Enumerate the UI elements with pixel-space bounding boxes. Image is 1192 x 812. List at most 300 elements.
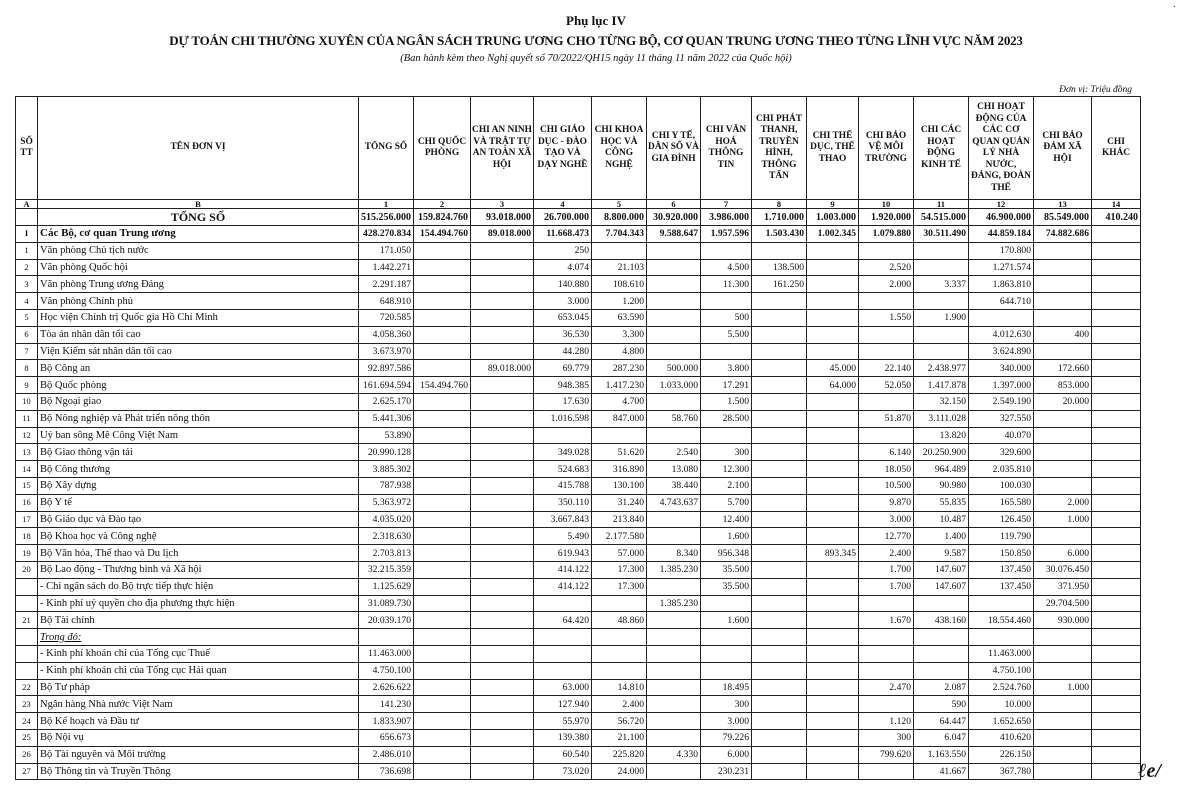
value-cell: 367.780 (969, 763, 1034, 780)
value-cell (414, 242, 471, 259)
value-cell (752, 242, 807, 259)
value-cell (647, 276, 701, 293)
value-cell (471, 326, 534, 343)
value-cell (1034, 645, 1092, 662)
value-cell: 46.900.000 (969, 209, 1034, 226)
table-row (16, 293, 1141, 310)
value-cell: 4.750.100 (969, 662, 1034, 679)
value-cell (1092, 578, 1141, 595)
value-cell (752, 293, 807, 310)
value-cell (471, 477, 534, 494)
value-cell (701, 662, 752, 679)
value-cell (914, 595, 969, 612)
value-cell: 4.074 (534, 259, 592, 276)
unit-name: Ngân hàng Nhà nước Việt Nam (38, 696, 359, 713)
value-cell: 1.833.907 (359, 713, 414, 730)
value-cell: 3.885.302 (359, 461, 414, 478)
value-cell: 18.495 (701, 679, 752, 696)
value-cell: 85.549.000 (1034, 209, 1092, 226)
value-cell: 8.800.000 (592, 209, 647, 226)
value-cell: 31.240 (592, 494, 647, 511)
value-cell: 2.703.813 (359, 545, 414, 562)
value-cell (859, 326, 914, 343)
table-row (16, 360, 1141, 377)
value-cell (414, 679, 471, 696)
value-cell: 2.520 (859, 259, 914, 276)
value-cell (471, 696, 534, 713)
signature-mark: ℓe/ (1138, 760, 1161, 782)
unit-name: Uỷ ban sông Mê Công Việt Nam (38, 427, 359, 444)
value-cell (471, 444, 534, 461)
value-cell: 3.000 (534, 293, 592, 310)
value-cell (1092, 629, 1141, 646)
unit-name: Bộ Tài nguyên và Môi trường (38, 746, 359, 763)
value-cell: 93.018.000 (471, 209, 534, 226)
value-cell (1034, 461, 1092, 478)
value-cell (592, 645, 647, 662)
value-cell (414, 696, 471, 713)
value-cell (1092, 226, 1141, 243)
value-cell: 1.003.000 (807, 209, 859, 226)
value-cell: 1.033.000 (647, 377, 701, 394)
value-cell (1092, 528, 1141, 545)
table-row (16, 377, 1141, 394)
value-cell (534, 662, 592, 679)
value-cell (807, 427, 859, 444)
value-cell (1092, 645, 1141, 662)
value-cell: 20.000 (1034, 393, 1092, 410)
row-number: 22 (16, 679, 38, 696)
value-cell: 17.300 (592, 561, 647, 578)
value-cell: 230.231 (701, 763, 752, 780)
value-cell: 4.012.630 (969, 326, 1034, 343)
row-number: 16 (16, 494, 38, 511)
value-cell (1092, 561, 1141, 578)
value-cell: 28.500 (701, 410, 752, 427)
value-cell: 52.050 (859, 377, 914, 394)
value-cell (534, 427, 592, 444)
value-cell (414, 360, 471, 377)
value-cell (807, 746, 859, 763)
value-cell: 893.345 (807, 545, 859, 562)
value-cell (1092, 259, 1141, 276)
header-unit-name: TÊN ĐƠN VỊ (38, 97, 359, 200)
value-cell (1092, 696, 1141, 713)
value-cell: 410.620 (969, 729, 1034, 746)
value-cell (1092, 713, 1141, 730)
unit-name: Văn phòng Chủ tịch nước (38, 242, 359, 259)
value-cell (1092, 293, 1141, 310)
value-cell: 172.660 (1034, 360, 1092, 377)
value-cell: 2.291.187 (359, 276, 414, 293)
row-number (16, 662, 38, 679)
value-cell: 4.750.100 (359, 662, 414, 679)
value-cell (647, 293, 701, 310)
value-cell: 1.957.596 (701, 226, 752, 243)
value-cell (807, 461, 859, 478)
value-cell (1034, 746, 1092, 763)
value-cell: 45.000 (807, 360, 859, 377)
unit-name: Bộ Lao động - Thương binh và Xã hội (38, 561, 359, 578)
unit-name: Văn phòng Chính phủ (38, 293, 359, 310)
value-cell (414, 629, 471, 646)
unit-name: Bộ Giao thông vận tải (38, 444, 359, 461)
value-cell: 20.250.900 (914, 444, 969, 461)
unit-name: Bộ Công thương (38, 461, 359, 478)
document-title: DỰ TOÁN CHI THƯỜNG XUYÊN CỦA NGÂN SÁCH TRUNG ƯƠNG CHO TỪNG BỘ, CƠ QUAN TRUNG ƯƠNG THEO TỪNG LĨNH VỰC NĂM 2023 (169, 33, 1023, 48)
value-cell: 20.990.128 (359, 444, 414, 461)
value-cell (859, 763, 914, 780)
value-cell: 154.494.760 (414, 226, 471, 243)
value-cell: 11.463.000 (359, 645, 414, 662)
value-cell (647, 528, 701, 545)
unit-name: Văn phòng Trung ương Đảng (38, 276, 359, 293)
value-cell: 170.800 (969, 242, 1034, 259)
value-cell: 438.160 (914, 612, 969, 629)
value-cell: 30.511.490 (914, 226, 969, 243)
value-cell (859, 393, 914, 410)
value-cell: 79.226 (701, 729, 752, 746)
value-cell (859, 293, 914, 310)
header-col-3: CHI AN NINH VÀ TRẬT TỰ AN TOÀN XÃ HỘI (471, 97, 534, 200)
value-cell (471, 545, 534, 562)
unit-name: Bộ Tài chính (38, 612, 359, 629)
row-number: 26 (16, 746, 38, 763)
value-cell: 3.667.843 (534, 511, 592, 528)
value-cell (859, 696, 914, 713)
value-cell: 1.600 (701, 528, 752, 545)
value-cell: 1.500 (701, 393, 752, 410)
value-cell: 53.890 (359, 427, 414, 444)
row-number: I (16, 226, 38, 243)
value-cell (414, 662, 471, 679)
value-cell: 2.626.622 (359, 679, 414, 696)
value-cell (592, 595, 647, 612)
value-cell: 847.000 (592, 410, 647, 427)
value-cell: 1.397.000 (969, 377, 1034, 394)
unit-name: Trong đó: (38, 629, 359, 646)
value-cell (471, 259, 534, 276)
value-cell (1034, 444, 1092, 461)
value-cell: 524.683 (534, 461, 592, 478)
index-cell: 12 (969, 200, 1034, 209)
row-number: 7 (16, 343, 38, 360)
value-cell: 64.420 (534, 612, 592, 629)
value-cell (414, 528, 471, 545)
value-cell: 1.417.230 (592, 377, 647, 394)
value-cell: 32.215.359 (359, 561, 414, 578)
value-cell: 3.624.890 (969, 343, 1034, 360)
unit-name: Viện Kiểm sát nhân dân tối cao (38, 343, 359, 360)
value-cell: 1.163.550 (914, 746, 969, 763)
value-cell: 69.779 (534, 360, 592, 377)
value-cell (859, 343, 914, 360)
value-cell: 656.673 (359, 729, 414, 746)
value-cell (752, 662, 807, 679)
value-cell: 40.070 (969, 427, 1034, 444)
value-cell: 853.000 (1034, 377, 1092, 394)
value-cell (647, 645, 701, 662)
value-cell (859, 645, 914, 662)
value-cell: 300 (701, 696, 752, 713)
value-cell (471, 763, 534, 780)
header-col-14: CHI KHÁC (1092, 97, 1141, 200)
table-row (16, 763, 1141, 780)
value-cell (807, 494, 859, 511)
index-cell: 13 (1034, 200, 1092, 209)
value-cell (807, 242, 859, 259)
value-cell (414, 763, 471, 780)
value-cell: 1.016.598 (534, 410, 592, 427)
row-number: 27 (16, 763, 38, 780)
value-cell (647, 259, 701, 276)
value-cell: 787.938 (359, 477, 414, 494)
value-cell (752, 746, 807, 763)
value-cell: 90.980 (914, 477, 969, 494)
value-cell (752, 326, 807, 343)
table-row (16, 326, 1141, 343)
value-cell: 137.450 (969, 578, 1034, 595)
value-cell (414, 494, 471, 511)
index-cell: 9 (807, 200, 859, 209)
value-cell: 141.230 (359, 696, 414, 713)
value-cell: 2.400 (859, 545, 914, 562)
table-row (16, 444, 1141, 461)
value-cell: 590 (914, 696, 969, 713)
value-cell: 2.400 (592, 696, 647, 713)
row-number: 18 (16, 528, 38, 545)
value-cell: 1.200 (592, 293, 647, 310)
row-number (16, 645, 38, 662)
value-cell (647, 309, 701, 326)
value-cell: 653.045 (534, 309, 592, 326)
value-cell: 165.580 (969, 494, 1034, 511)
value-cell: 799.620 (859, 746, 914, 763)
value-cell: 18.050 (859, 461, 914, 478)
value-cell: 138.500 (752, 259, 807, 276)
value-cell (471, 461, 534, 478)
value-cell: 171.050 (359, 242, 414, 259)
value-cell: 6.140 (859, 444, 914, 461)
value-cell: 930.000 (1034, 612, 1092, 629)
value-cell: 74.882.686 (1034, 226, 1092, 243)
value-cell (1092, 662, 1141, 679)
value-cell: 7.704.343 (592, 226, 647, 243)
value-cell (752, 612, 807, 629)
value-cell (752, 629, 807, 646)
value-cell: 250 (534, 242, 592, 259)
value-cell (647, 427, 701, 444)
unit-name: Bộ Thông tin và Truyền Thông (38, 763, 359, 780)
value-cell: 226.150 (969, 746, 1034, 763)
value-cell (752, 696, 807, 713)
value-cell (752, 645, 807, 662)
value-cell: 147.607 (914, 578, 969, 595)
value-cell: 26.700.000 (534, 209, 592, 226)
header-col-8: CHI PHÁT THANH, TRUYỀN HÌNH, THÔNG TẤN (752, 97, 807, 200)
value-cell: 22.140 (859, 360, 914, 377)
value-cell: 100.030 (969, 477, 1034, 494)
value-cell (414, 326, 471, 343)
unit-name: Bộ Kế hoạch và Đầu tư (38, 713, 359, 730)
value-cell (414, 461, 471, 478)
value-cell: 13.820 (914, 427, 969, 444)
value-cell: 161.250 (752, 276, 807, 293)
value-cell: 1.271.574 (969, 259, 1034, 276)
value-cell (1034, 696, 1092, 713)
value-cell: 648.910 (359, 293, 414, 310)
value-cell (1092, 477, 1141, 494)
value-cell: 1.079.880 (859, 226, 914, 243)
value-cell: 2.470 (859, 679, 914, 696)
value-cell: 89.018.000 (471, 360, 534, 377)
row-number (16, 629, 38, 646)
value-cell: 21.100 (592, 729, 647, 746)
value-cell: 1.000 (1034, 511, 1092, 528)
value-cell (807, 696, 859, 713)
table-row (16, 713, 1141, 730)
value-cell: 300 (701, 444, 752, 461)
table-row (16, 494, 1141, 511)
value-cell: 8.340 (647, 545, 701, 562)
value-cell: 44.859.184 (969, 226, 1034, 243)
row-number: 2 (16, 259, 38, 276)
value-cell: 500 (701, 309, 752, 326)
row-number: 4 (16, 293, 38, 310)
header-col-13: CHI BẢO ĐẢM XÃ HỘI (1034, 97, 1092, 200)
unit-name: Bộ Khoa học và Công nghệ (38, 528, 359, 545)
unit-name: Học viện Chính trị Quốc gia Hồ Chí Minh (38, 309, 359, 326)
value-cell (471, 309, 534, 326)
value-cell: 329.600 (969, 444, 1034, 461)
value-cell (1092, 729, 1141, 746)
value-cell: 32.150 (914, 393, 969, 410)
unit-name: Bộ Quốc phòng (38, 377, 359, 394)
value-cell (414, 729, 471, 746)
value-cell (914, 629, 969, 646)
unit-name: Bộ Y tế (38, 494, 359, 511)
value-cell (647, 612, 701, 629)
value-cell: 2.000 (1034, 494, 1092, 511)
row-number: 12 (16, 427, 38, 444)
value-cell (859, 427, 914, 444)
value-cell (1034, 729, 1092, 746)
value-cell (807, 410, 859, 427)
header-col-6: CHI Y TẾ, DÂN SỐ VÀ GIA ĐÌNH (647, 97, 701, 200)
value-cell: 3.673.970 (359, 343, 414, 360)
value-cell (1034, 629, 1092, 646)
value-cell: 12.770 (859, 528, 914, 545)
value-cell (1092, 746, 1141, 763)
value-cell: 2.100 (701, 477, 752, 494)
value-cell (414, 545, 471, 562)
value-cell (1034, 528, 1092, 545)
value-cell (592, 662, 647, 679)
value-cell: 1.503.430 (752, 226, 807, 243)
value-cell (414, 578, 471, 595)
value-cell (807, 309, 859, 326)
value-cell (414, 645, 471, 662)
value-cell (752, 561, 807, 578)
value-cell (752, 427, 807, 444)
value-cell (1034, 713, 1092, 730)
value-cell: 11.668.473 (534, 226, 592, 243)
value-cell: 12.400 (701, 511, 752, 528)
value-cell (752, 763, 807, 780)
value-cell (647, 679, 701, 696)
corner-mark: · (1172, 2, 1176, 13)
value-cell: 108.610 (592, 276, 647, 293)
value-cell: 3.000 (701, 713, 752, 730)
header-col-4: CHI GIÁO DỤC - ĐÀO TẠO VÀ DẠY NGHỀ (534, 97, 592, 200)
index-cell: A (16, 200, 38, 209)
value-cell: 1.000 (1034, 679, 1092, 696)
value-cell: 55.835 (914, 494, 969, 511)
index-cell: 8 (752, 200, 807, 209)
value-cell (414, 511, 471, 528)
value-cell (914, 662, 969, 679)
value-cell: 30.076.450 (1034, 561, 1092, 578)
value-cell: 55.970 (534, 713, 592, 730)
table-row (16, 242, 1141, 259)
value-cell: 92.897.586 (359, 360, 414, 377)
value-cell: 13.080 (647, 461, 701, 478)
row-number: 13 (16, 444, 38, 461)
unit-name: Bộ Tư pháp (38, 679, 359, 696)
value-cell (414, 746, 471, 763)
value-cell (471, 561, 534, 578)
group-row (16, 226, 1141, 243)
value-cell: 2.035.810 (969, 461, 1034, 478)
value-cell: 720.585 (359, 309, 414, 326)
value-cell: 2.549.190 (969, 393, 1034, 410)
table-row (16, 259, 1141, 276)
header-col-10: CHI BẢO VỆ MÔI TRƯỜNG (859, 97, 914, 200)
value-cell: 4.058.360 (359, 326, 414, 343)
value-cell: 2.318.630 (359, 528, 414, 545)
value-cell (969, 309, 1034, 326)
index-cell: 7 (701, 200, 752, 209)
value-cell (414, 444, 471, 461)
value-cell: 4.330 (647, 746, 701, 763)
row-number: 1 (16, 242, 38, 259)
value-cell: 35.500 (701, 578, 752, 595)
value-cell: 225.820 (592, 746, 647, 763)
value-cell (752, 713, 807, 730)
value-cell: 4.035.020 (359, 511, 414, 528)
value-cell (807, 713, 859, 730)
value-cell: 17.291 (701, 377, 752, 394)
value-cell: 2.625.170 (359, 393, 414, 410)
table-body (16, 209, 1141, 780)
value-cell (471, 612, 534, 629)
value-cell (914, 242, 969, 259)
header-stt: SỐ TT (16, 97, 38, 200)
value-cell (471, 629, 534, 646)
unit-name: Tòa án nhân dân tối cao (38, 326, 359, 343)
value-cell: 54.515.000 (914, 209, 969, 226)
value-cell: 1.670 (859, 612, 914, 629)
value-cell (752, 729, 807, 746)
table-row (16, 612, 1141, 629)
table-row (16, 645, 1141, 662)
row-number: 14 (16, 461, 38, 478)
value-cell: 11.300 (701, 276, 752, 293)
value-cell: 161.694.594 (359, 377, 414, 394)
value-cell (1092, 360, 1141, 377)
table-row (16, 410, 1141, 427)
table-row (16, 528, 1141, 545)
